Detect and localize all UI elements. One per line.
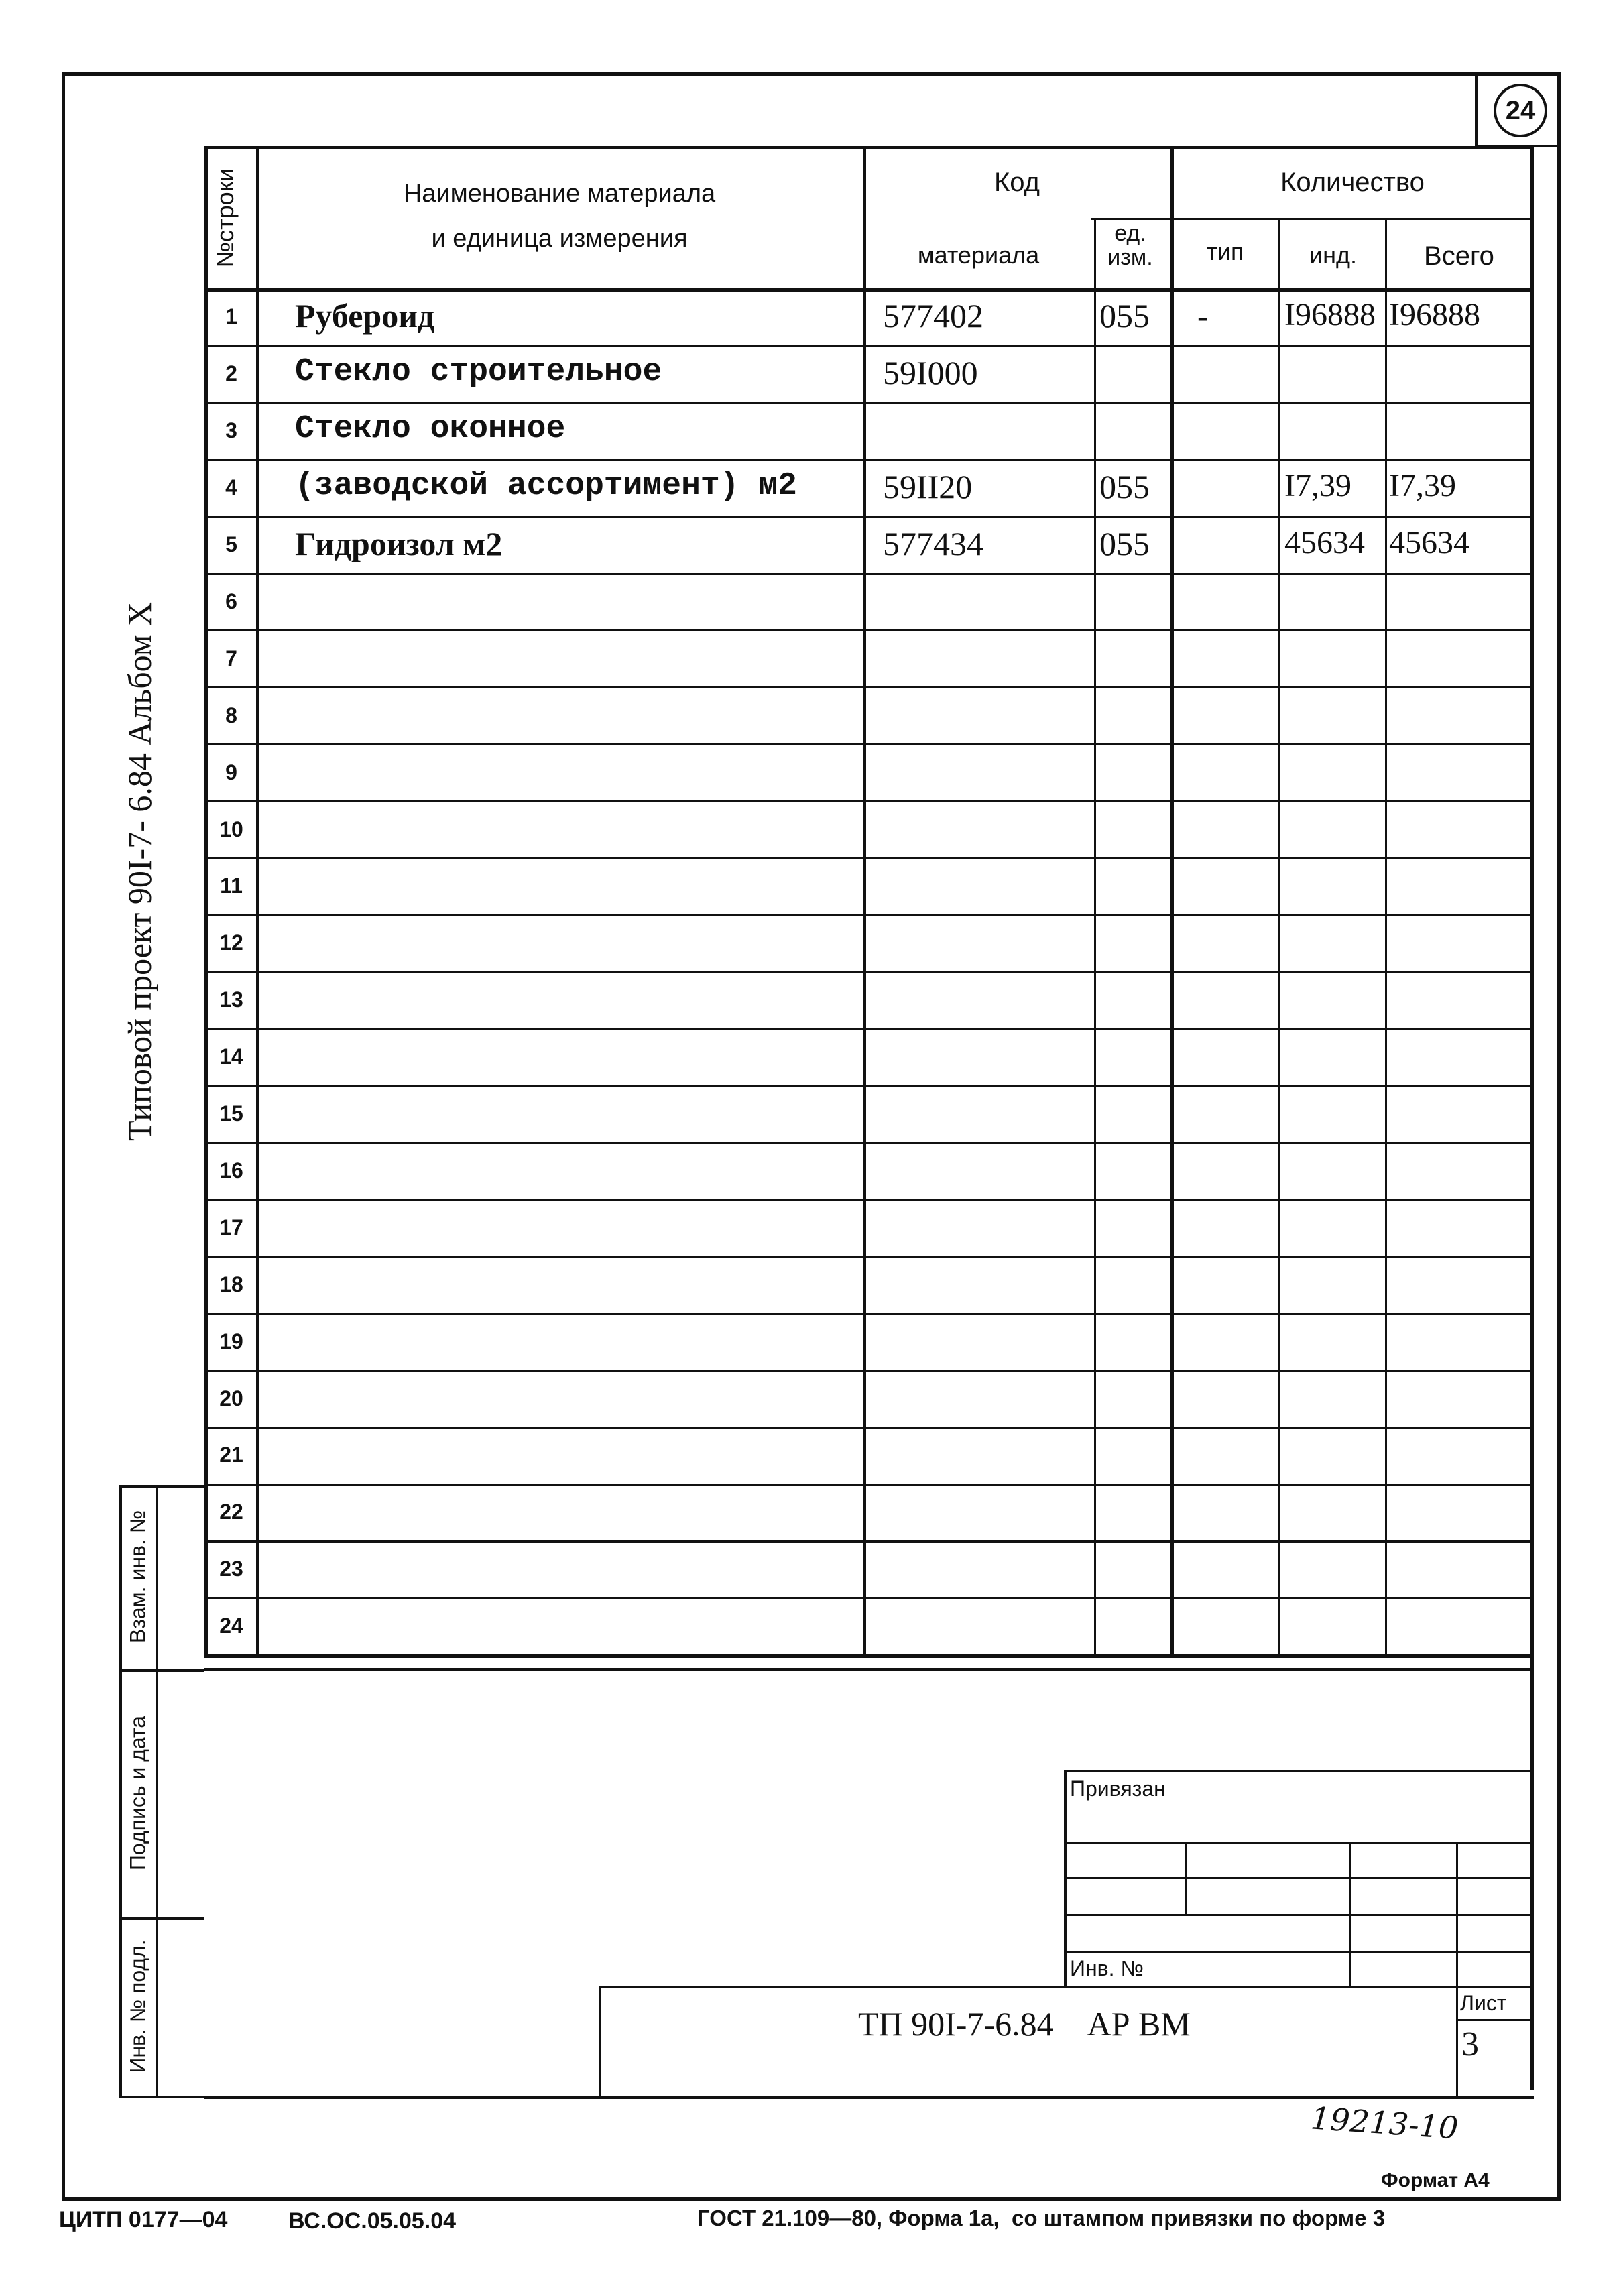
row-number: 9 — [225, 760, 237, 784]
row-line — [204, 1370, 1534, 1372]
project-designation: ТП 90I-7-6.84 АР ВМ — [858, 2005, 1191, 2043]
strip-left-border — [119, 1485, 122, 2098]
label-podpis-data: Подпись и дата — [125, 1715, 150, 1871]
row-line — [204, 1427, 1534, 1429]
frame-bottom — [62, 2197, 1561, 2201]
privyazan-col-1 — [1185, 1842, 1187, 1916]
row-line — [204, 1654, 1534, 1658]
strip-bottom — [119, 2096, 204, 2098]
row-line — [204, 516, 1534, 518]
row-number: 20 — [219, 1386, 243, 1410]
row-line — [204, 459, 1534, 461]
footer-org: ЦИТП 0177—04 — [59, 2207, 228, 2232]
material-code: 577402 — [883, 297, 983, 335]
label-vzam-inv: Взам. инв. № — [125, 1510, 150, 1644]
row-line — [204, 573, 1534, 575]
header-qty-type: тип — [1206, 238, 1244, 265]
privyazan-row-3 — [1064, 1914, 1532, 1916]
row-line — [204, 743, 1534, 745]
row-line — [204, 914, 1534, 916]
label-list: Лист — [1460, 1991, 1507, 2015]
privyazan-row-2 — [1064, 1877, 1532, 1879]
row-line — [204, 345, 1534, 347]
unit-code: 055 — [1099, 468, 1150, 505]
row-number: 18 — [219, 1272, 243, 1296]
row-number: 23 — [219, 1557, 243, 1581]
row-line — [204, 402, 1534, 404]
material-name: Рубероид — [295, 297, 435, 335]
strip-div-2 — [119, 1917, 204, 1920]
col-line-left — [204, 146, 208, 1656]
list-box-mid — [1456, 2019, 1532, 2021]
header-code-material: материала — [917, 241, 1040, 269]
material-name: (заводской ассортимент) м2 — [295, 468, 797, 504]
privyazan-col-2 — [1349, 1842, 1351, 1988]
header-name-line2: и единица измерения — [431, 225, 688, 253]
row-line — [204, 1540, 1534, 1543]
col-line-ind — [1385, 218, 1387, 1654]
material-code: 59I000 — [883, 354, 978, 391]
row-number: 7 — [225, 646, 237, 670]
privyazan-col-3 — [1456, 1842, 1458, 1988]
footer-gost: ГОСТ 21.109—80, Форма 1а, со штампом привязки по форме 3 — [697, 2206, 1386, 2230]
qty-total: I96888 — [1389, 297, 1480, 333]
row-line — [204, 629, 1534, 631]
row-number: 16 — [219, 1158, 243, 1183]
sheet-number-badge — [1494, 84, 1547, 137]
handwritten-number: 19213-10 — [1309, 2100, 1460, 2147]
title-block-left — [599, 1986, 601, 2098]
row-number: 3 — [225, 418, 237, 442]
header-code-unit: ед. изм. — [1107, 221, 1153, 270]
header-name-line1: Наименование материала — [403, 180, 716, 208]
row-number: 22 — [219, 1500, 243, 1524]
footer-code: ВС.ОС.05.05.04 — [288, 2208, 457, 2234]
col-line-code — [1094, 218, 1096, 1654]
row-number: 5 — [225, 532, 237, 556]
row-number: 14 — [219, 1044, 243, 1069]
header-mid-line — [1091, 218, 1534, 220]
stamp-area-top — [204, 1668, 1534, 1671]
material-name: Стекло оконное — [295, 411, 566, 447]
header-qty-total: Всего — [1424, 241, 1494, 271]
strip-div-1 — [119, 1669, 204, 1672]
frame-top — [62, 72, 1561, 76]
qty-total: I7,39 — [1389, 468, 1456, 503]
header-bottom-line — [204, 288, 1534, 292]
frame-left — [62, 72, 65, 2201]
format-label: Формат А4 — [1381, 2169, 1490, 2191]
row-number: 2 — [225, 361, 237, 385]
row-line — [204, 1597, 1534, 1599]
material-code: 59II20 — [883, 468, 973, 505]
qty-total: 45634 — [1389, 525, 1469, 560]
header-code-group: Код — [994, 168, 1040, 197]
row-line — [204, 800, 1534, 802]
strip-inner-line — [156, 1485, 158, 2098]
unit-code: 055 — [1099, 525, 1150, 562]
badge-box-left — [1475, 72, 1478, 147]
list-box-left — [1456, 1986, 1458, 2098]
sheet-number: 24 — [1505, 95, 1536, 125]
header-qty-ind: инд. — [1309, 241, 1357, 269]
privyazan-row-1 — [1064, 1842, 1532, 1844]
row-number: 6 — [225, 589, 237, 613]
row-line — [204, 686, 1534, 688]
row-line — [204, 971, 1534, 973]
col-line-type — [1278, 218, 1280, 1654]
row-number: 17 — [219, 1215, 243, 1240]
list-number: 3 — [1461, 2025, 1479, 2063]
unit-code: 055 — [1099, 297, 1150, 335]
material-name: Стекло строительное — [295, 354, 662, 390]
row-number: 21 — [219, 1443, 243, 1467]
row-line — [204, 1313, 1534, 1315]
qty-ind: 45634 — [1284, 525, 1365, 560]
label-inv-no: Инв. № — [1070, 1956, 1144, 1980]
table-top-border — [204, 146, 1534, 149]
row-line — [204, 857, 1534, 859]
row-number: 13 — [219, 987, 243, 1012]
privyazan-top — [1064, 1770, 1532, 1772]
title-block-top — [599, 1986, 1534, 1988]
row-line — [204, 1256, 1534, 1258]
strip-top — [119, 1485, 204, 1488]
privyazan-row-4 — [1064, 1951, 1532, 1953]
row-line — [204, 1142, 1534, 1144]
qty-ind: I96888 — [1284, 297, 1376, 333]
row-number: 11 — [220, 873, 243, 898]
frame-right — [1557, 72, 1561, 2201]
row-number: 24 — [219, 1614, 243, 1638]
row-number: 4 — [225, 475, 237, 499]
qty-type: - — [1197, 297, 1209, 335]
label-inv-podl: Инв. № подл. — [125, 1939, 150, 2073]
row-number: 8 — [225, 703, 237, 727]
table-bottom-border — [204, 2096, 1534, 2099]
label-privyazan: Привязан — [1070, 1776, 1166, 1801]
row-line — [204, 1085, 1534, 1087]
row-number: 1 — [225, 304, 237, 328]
material-code: 577434 — [883, 525, 983, 562]
side-title: Типовой проект 90I-7- 6.84 Альбом X — [121, 602, 158, 1141]
header-row-number: №строки — [211, 168, 239, 268]
qty-ind: I7,39 — [1284, 468, 1351, 503]
row-number: 15 — [219, 1101, 243, 1126]
material-name: Гидроизол м2 — [295, 525, 503, 562]
row-line — [204, 1199, 1534, 1201]
header-qty-group: Количество — [1280, 168, 1425, 197]
inner-right-border — [1530, 146, 1534, 2090]
row-number: 12 — [219, 930, 243, 955]
row-line — [204, 1028, 1534, 1030]
row-line — [204, 1484, 1534, 1486]
row-number: 10 — [219, 817, 243, 841]
row-number: 19 — [219, 1329, 243, 1353]
